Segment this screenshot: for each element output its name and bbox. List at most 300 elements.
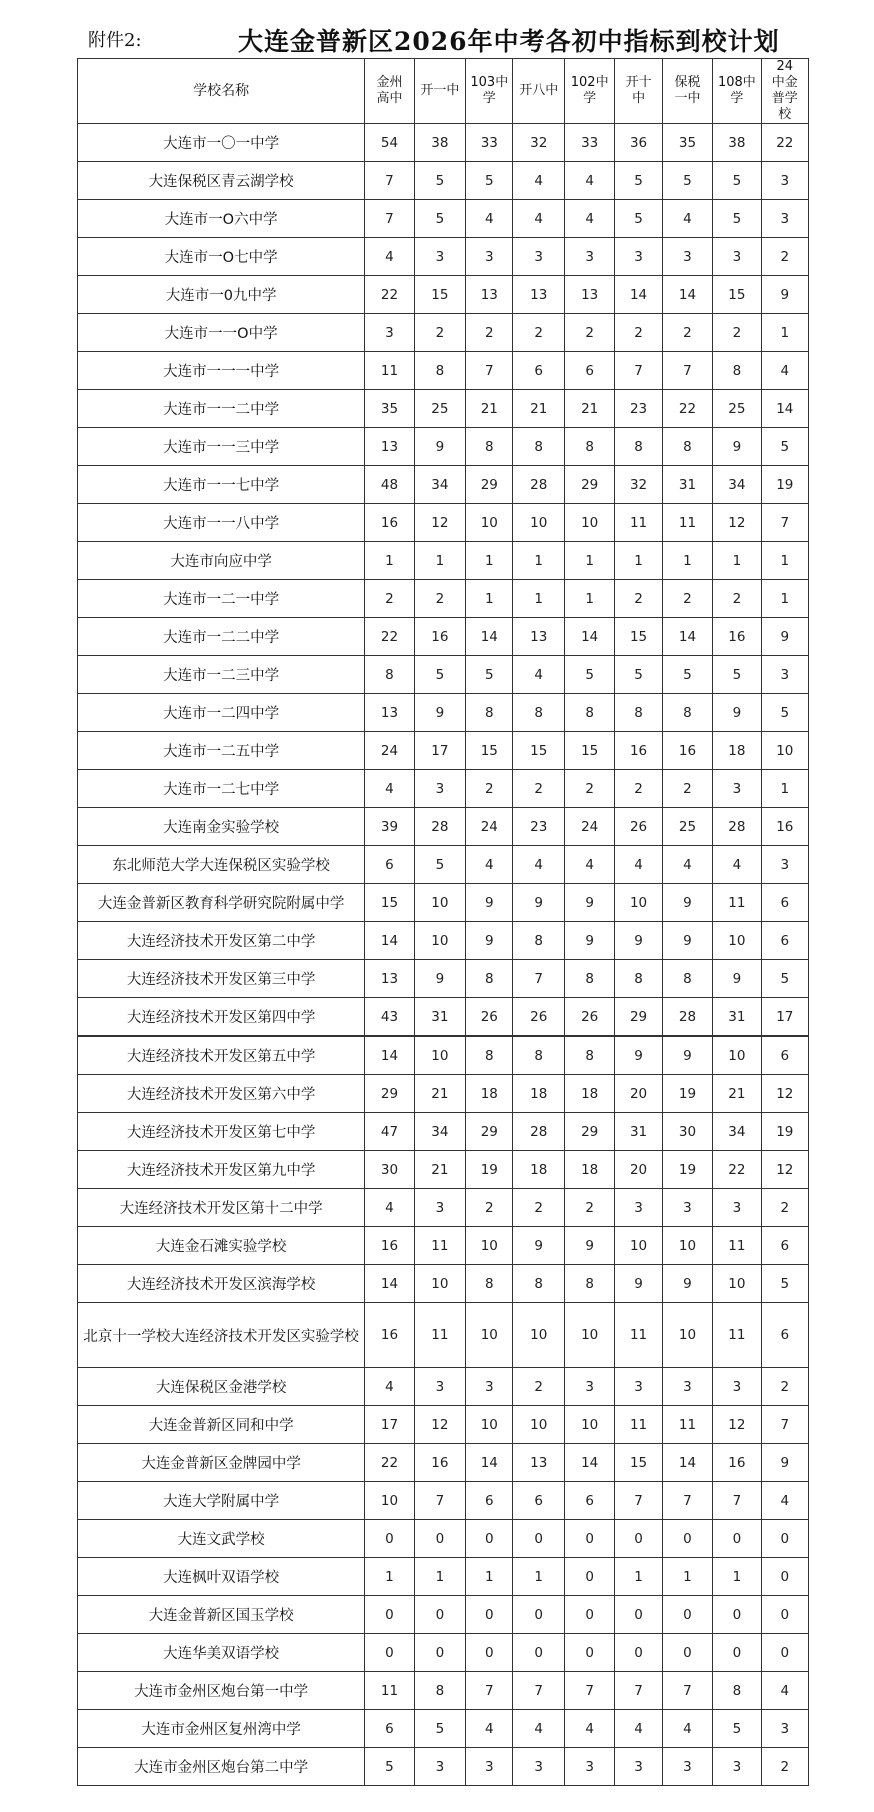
quota-cell: 18	[466, 1075, 513, 1113]
quota-cell: 1	[564, 580, 614, 618]
quota-cell: 12	[761, 1151, 808, 1189]
quota-cell: 20	[615, 1151, 662, 1189]
quota-cell: 2	[662, 314, 712, 352]
quota-cell: 14	[365, 1036, 414, 1075]
quota-cell: 2	[513, 314, 564, 352]
quota-cell: 3	[662, 238, 712, 276]
quota-cell: 14	[466, 618, 513, 656]
quota-cell: 7	[513, 1672, 564, 1710]
school-name-cell: 大连经济技术开发区第四中学	[78, 998, 365, 1037]
quota-cell: 0	[365, 1634, 414, 1672]
quota-cell: 10	[513, 504, 564, 542]
table-row	[78, 694, 809, 732]
school-name-cell: 大连经济技术开发区第十二中学	[78, 1189, 365, 1227]
school-name-cell: 大连经济技术开发区第二中学	[78, 922, 365, 960]
quota-cell: 4	[713, 846, 761, 884]
quota-cell: 0	[713, 1520, 761, 1558]
quota-cell: 34	[414, 466, 465, 504]
quota-cell: 3	[414, 1368, 465, 1406]
quota-cell: 6	[513, 1482, 564, 1520]
quota-cell: 4	[761, 352, 808, 390]
quota-cell: 3	[414, 1189, 465, 1227]
quota-cell: 0	[564, 1634, 614, 1672]
quota-cell: 3	[564, 238, 614, 276]
quota-cell: 8	[615, 960, 662, 998]
quota-cell: 7	[713, 1482, 761, 1520]
school-name-cell: 大连市一一二中学	[78, 390, 365, 428]
quota-cell: 10	[713, 1265, 761, 1303]
quota-cell: 3	[662, 1368, 712, 1406]
table-row	[78, 808, 809, 846]
quota-cell: 1	[662, 1558, 712, 1596]
quota-cell: 14	[662, 1444, 712, 1482]
school-name-cell: 大连经济技术开发区第九中学	[78, 1151, 365, 1189]
quota-cell: 1	[513, 580, 564, 618]
quota-cell: 10	[365, 1482, 414, 1520]
quota-cell: 5	[615, 656, 662, 694]
quota-cell: 33	[466, 124, 513, 162]
quota-cell: 8	[466, 1265, 513, 1303]
page-header	[88, 22, 808, 58]
quota-cell: 13	[513, 1444, 564, 1482]
quota-cell: 2	[466, 314, 513, 352]
school-name-cell: 大连大学附属中学	[78, 1482, 365, 1520]
quota-cell: 2	[513, 770, 564, 808]
school-name-cell: 大连经济技术开发区第六中学	[78, 1075, 365, 1113]
quota-cell: 13	[513, 618, 564, 656]
quota-cell: 3	[564, 1748, 614, 1786]
quota-cell: 11	[615, 504, 662, 542]
quota-cell: 15	[466, 732, 513, 770]
table-body	[78, 124, 809, 1786]
quota-cell: 9	[513, 884, 564, 922]
quota-cell: 18	[513, 1075, 564, 1113]
quota-cell: 0	[466, 1520, 513, 1558]
quota-cell: 31	[713, 998, 761, 1037]
quota-cell: 16	[761, 808, 808, 846]
school-name-cell: 大连市一O六中学	[78, 200, 365, 238]
quota-cell: 24	[365, 732, 414, 770]
quota-cell: 4	[513, 656, 564, 694]
quota-cell: 4	[466, 200, 513, 238]
quota-cell: 1	[466, 580, 513, 618]
quota-cell: 16	[414, 618, 465, 656]
school-name-cell: 大连市一O七中学	[78, 238, 365, 276]
quota-cell: 23	[513, 808, 564, 846]
quota-cell: 7	[466, 1672, 513, 1710]
table-row	[78, 1596, 809, 1634]
quota-cell: 16	[365, 1227, 414, 1265]
quota-cell: 1	[761, 542, 808, 580]
quota-cell: 1	[713, 542, 761, 580]
quota-cell: 13	[513, 276, 564, 314]
quota-cell: 1	[615, 1558, 662, 1596]
school-name-cell: 大连市一二一中学	[78, 580, 365, 618]
table-row	[78, 998, 809, 1037]
quota-cell: 6	[761, 1036, 808, 1075]
school-name-cell: 大连市一二五中学	[78, 732, 365, 770]
quota-cell: 8	[513, 428, 564, 466]
quota-cell: 28	[513, 1113, 564, 1151]
table-row	[78, 1634, 809, 1672]
quota-cell: 32	[615, 466, 662, 504]
quota-cell: 6	[365, 846, 414, 884]
quota-cell: 22	[713, 1151, 761, 1189]
quota-cell: 5	[414, 162, 465, 200]
quota-cell: 15	[615, 1444, 662, 1482]
quota-cell: 24	[564, 808, 614, 846]
quota-cell: 4	[513, 200, 564, 238]
quota-cell: 10	[466, 1406, 513, 1444]
quota-cell: 19	[761, 1113, 808, 1151]
quota-cell: 7	[615, 1482, 662, 1520]
column-header: 24中金普学校	[761, 59, 808, 124]
table-header-row	[78, 59, 809, 124]
table-row	[78, 1368, 809, 1406]
quota-cell: 16	[713, 1444, 761, 1482]
quota-cell: 16	[365, 1303, 414, 1368]
school-name-cell: 北京十一学校大连经济技术开发区实验学校	[78, 1303, 365, 1368]
quota-cell: 29	[466, 466, 513, 504]
school-name-cell: 大连市一一O中学	[78, 314, 365, 352]
quota-cell: 5	[414, 200, 465, 238]
quota-cell: 0	[564, 1596, 614, 1634]
quota-cell: 2	[615, 770, 662, 808]
quota-cell: 13	[365, 428, 414, 466]
quota-cell: 9	[662, 1265, 712, 1303]
quota-cell: 25	[713, 390, 761, 428]
quota-cell: 6	[761, 922, 808, 960]
quota-cell: 8	[466, 694, 513, 732]
quota-cell: 6	[564, 352, 614, 390]
quota-cell: 4	[564, 162, 614, 200]
quota-cell: 1	[414, 1558, 465, 1596]
quota-cell: 14	[466, 1444, 513, 1482]
quota-cell: 7	[761, 504, 808, 542]
quota-cell: 8	[564, 428, 614, 466]
attachment-label: 附件2:	[88, 30, 142, 51]
quota-cell: 28	[414, 808, 465, 846]
quota-cell: 7	[662, 1482, 712, 1520]
quota-cell: 13	[564, 276, 614, 314]
quota-cell: 16	[713, 618, 761, 656]
table-row	[78, 124, 809, 162]
table-row	[78, 200, 809, 238]
quota-cell: 26	[513, 998, 564, 1037]
quota-cell: 9	[414, 960, 465, 998]
quota-cell: 14	[365, 922, 414, 960]
quota-cell: 8	[564, 960, 614, 998]
quota-cell: 3	[365, 314, 414, 352]
quota-cell: 6	[513, 352, 564, 390]
quota-cell: 14	[564, 1444, 614, 1482]
quota-cell: 4	[662, 200, 712, 238]
quota-cell: 14	[365, 1265, 414, 1303]
quota-cell: 8	[662, 428, 712, 466]
quota-cell: 3	[713, 1368, 761, 1406]
quota-cell: 4	[466, 1710, 513, 1748]
quota-cell: 3	[615, 1368, 662, 1406]
quota-cell: 17	[365, 1406, 414, 1444]
quota-cell: 8	[414, 352, 465, 390]
quota-cell: 0	[365, 1596, 414, 1634]
quota-cell: 31	[615, 1113, 662, 1151]
column-header: 学校名称	[78, 59, 365, 124]
quota-cell: 3	[761, 656, 808, 694]
quota-cell: 8	[662, 960, 712, 998]
quota-cell: 29	[564, 466, 614, 504]
quota-cell: 6	[564, 1482, 614, 1520]
quota-cell: 0	[662, 1596, 712, 1634]
quota-cell: 1	[761, 580, 808, 618]
quota-cell: 1	[564, 542, 614, 580]
quota-cell: 2	[761, 1368, 808, 1406]
quota-cell: 10	[466, 1227, 513, 1265]
quota-cell: 3	[466, 1368, 513, 1406]
school-name-cell: 大连市一二七中学	[78, 770, 365, 808]
quota-cell: 2	[761, 1748, 808, 1786]
quota-cell: 1	[365, 1558, 414, 1596]
quota-cell: 12	[761, 1075, 808, 1113]
quota-cell: 10	[513, 1406, 564, 1444]
quota-cell: 3	[713, 1189, 761, 1227]
quota-cell: 14	[615, 276, 662, 314]
quota-cell: 39	[365, 808, 414, 846]
quota-cell: 38	[713, 124, 761, 162]
quota-cell: 15	[365, 884, 414, 922]
quota-cell: 1	[365, 542, 414, 580]
quota-cell: 2	[365, 580, 414, 618]
table-row	[78, 504, 809, 542]
quota-cell: 4	[564, 1710, 614, 1748]
quota-cell: 25	[414, 390, 465, 428]
school-name-cell: 大连市一〇一中学	[78, 124, 365, 162]
quota-cell: 3	[761, 846, 808, 884]
quota-cell: 54	[365, 124, 414, 162]
table-row	[78, 1482, 809, 1520]
column-header: 保税一中	[662, 59, 712, 124]
quota-cell: 0	[615, 1520, 662, 1558]
quota-cell: 8	[365, 656, 414, 694]
quota-cell: 12	[713, 504, 761, 542]
school-name-cell: 大连金普新区金牌园中学	[78, 1444, 365, 1482]
table-row	[78, 1672, 809, 1710]
quota-cell: 2	[564, 314, 614, 352]
quota-cell: 3	[615, 1748, 662, 1786]
quota-cell: 14	[761, 390, 808, 428]
quota-cell: 29	[615, 998, 662, 1037]
quota-cell: 7	[662, 1672, 712, 1710]
quota-cell: 4	[365, 1189, 414, 1227]
quota-cell: 2	[713, 314, 761, 352]
quota-cell: 1	[761, 314, 808, 352]
quota-cell: 2	[414, 580, 465, 618]
quota-cell: 6	[365, 1710, 414, 1748]
quota-cell: 8	[564, 694, 614, 732]
school-name-cell: 大连枫叶双语学校	[78, 1558, 365, 1596]
quota-cell: 6	[466, 1482, 513, 1520]
quota-cell: 10	[761, 732, 808, 770]
school-name-cell: 大连市金州区炮台第二中学	[78, 1748, 365, 1786]
quota-cell: 10	[414, 1036, 465, 1075]
quota-cell: 1	[466, 542, 513, 580]
quota-cell: 14	[564, 618, 614, 656]
quota-cell: 15	[615, 618, 662, 656]
quota-cell: 3	[414, 238, 465, 276]
table-row	[78, 1151, 809, 1189]
column-header: 开八中	[513, 59, 564, 124]
quota-cell: 10	[466, 504, 513, 542]
quota-cell: 5	[713, 1710, 761, 1748]
quota-cell: 5	[761, 694, 808, 732]
quota-cell: 11	[615, 1406, 662, 1444]
table-row	[78, 1406, 809, 1444]
table-row	[78, 1520, 809, 1558]
quota-cell: 8	[662, 694, 712, 732]
quota-cell: 1	[466, 1558, 513, 1596]
quota-cell: 5	[761, 960, 808, 998]
quota-cell: 5	[713, 200, 761, 238]
quota-cell: 2	[761, 1189, 808, 1227]
quota-cell: 8	[414, 1672, 465, 1710]
quota-cell: 5	[466, 162, 513, 200]
table-row	[78, 1748, 809, 1786]
table-row	[78, 276, 809, 314]
quota-cell: 7	[615, 1672, 662, 1710]
quota-cell: 7	[615, 352, 662, 390]
table-row	[78, 314, 809, 352]
quota-cell: 32	[513, 124, 564, 162]
quota-cell: 8	[513, 694, 564, 732]
quota-cell: 2	[615, 314, 662, 352]
quota-cell: 22	[365, 1444, 414, 1482]
quota-cell: 0	[615, 1634, 662, 1672]
quota-cell: 9	[662, 1036, 712, 1075]
quota-cell: 21	[513, 390, 564, 428]
quota-cell: 3	[713, 770, 761, 808]
quota-cell: 19	[466, 1151, 513, 1189]
quota-cell: 8	[564, 1036, 614, 1075]
quota-cell: 5	[761, 1265, 808, 1303]
quota-cell: 0	[414, 1634, 465, 1672]
quota-cell: 36	[615, 124, 662, 162]
quota-cell: 11	[414, 1303, 465, 1368]
quota-cell: 16	[615, 732, 662, 770]
quota-cell: 4	[662, 846, 712, 884]
quota-cell: 22	[761, 124, 808, 162]
quota-cell: 4	[564, 846, 614, 884]
quota-cell: 31	[414, 998, 465, 1037]
quota-cell: 9	[761, 1444, 808, 1482]
quota-cell: 9	[713, 960, 761, 998]
quota-cell: 4	[513, 1710, 564, 1748]
quota-cell: 3	[466, 238, 513, 276]
table-row	[78, 732, 809, 770]
quota-cell: 10	[414, 1265, 465, 1303]
quota-cell: 1	[761, 770, 808, 808]
quota-cell: 29	[564, 1113, 614, 1151]
quota-cell: 9	[466, 884, 513, 922]
quota-cell: 4	[615, 846, 662, 884]
quota-cell: 4	[365, 1368, 414, 1406]
school-name-cell: 大连金普新区同和中学	[78, 1406, 365, 1444]
quota-cell: 16	[365, 504, 414, 542]
quota-cell: 1	[615, 542, 662, 580]
quota-cell: 11	[713, 884, 761, 922]
school-name-cell: 大连南金实验学校	[78, 808, 365, 846]
table-row	[78, 1075, 809, 1113]
table-row	[78, 1036, 809, 1075]
quota-cell: 7	[564, 1672, 614, 1710]
quota-cell: 12	[414, 504, 465, 542]
table-row	[78, 428, 809, 466]
quota-cell: 2	[466, 770, 513, 808]
table-row	[78, 960, 809, 998]
quota-cell: 8	[615, 428, 662, 466]
column-header: 102中学	[564, 59, 614, 124]
quota-cell: 10	[662, 1227, 712, 1265]
column-header: 金州高中	[365, 59, 414, 124]
table-row	[78, 770, 809, 808]
quota-cell: 4	[662, 1710, 712, 1748]
quota-cell: 2	[662, 770, 712, 808]
school-name-cell: 大连金普新区国玉学校	[78, 1596, 365, 1634]
quota-cell: 1	[662, 542, 712, 580]
column-header: 108中学	[713, 59, 761, 124]
column-header: 103中学	[466, 59, 513, 124]
school-name-cell: 大连市一二三中学	[78, 656, 365, 694]
quota-cell: 19	[662, 1151, 712, 1189]
quota-cell: 18	[564, 1075, 614, 1113]
school-name-cell: 大连市一一三中学	[78, 428, 365, 466]
quota-cell: 3	[414, 770, 465, 808]
quota-cell: 0	[662, 1520, 712, 1558]
quota-cell: 9	[414, 694, 465, 732]
quota-cell: 5	[713, 162, 761, 200]
quota-cell: 8	[713, 1672, 761, 1710]
quota-cell: 12	[414, 1406, 465, 1444]
table-row	[78, 390, 809, 428]
quota-cell: 4	[513, 162, 564, 200]
quota-cell: 4	[513, 846, 564, 884]
school-name-cell: 大连保税区青云湖学校	[78, 162, 365, 200]
quota-cell: 12	[713, 1406, 761, 1444]
quota-cell: 2	[414, 314, 465, 352]
quota-cell: 28	[662, 998, 712, 1037]
quota-cell: 9	[713, 694, 761, 732]
quota-cell: 0	[713, 1634, 761, 1672]
table-row	[78, 580, 809, 618]
quota-cell: 25	[662, 808, 712, 846]
table-row	[78, 922, 809, 960]
quota-cell: 0	[761, 1596, 808, 1634]
quota-cell: 0	[761, 1558, 808, 1596]
quota-cell: 19	[662, 1075, 712, 1113]
quota-cell: 4	[761, 1672, 808, 1710]
quota-cell: 15	[713, 276, 761, 314]
school-name-cell: 大连经济技术开发区第五中学	[78, 1036, 365, 1075]
quota-cell: 8	[513, 1036, 564, 1075]
quota-cell: 14	[662, 618, 712, 656]
quota-cell: 17	[761, 998, 808, 1037]
quota-cell: 2	[615, 580, 662, 618]
quota-cell: 4	[365, 770, 414, 808]
table-row	[78, 1303, 809, 1368]
quota-cell: 8	[513, 1265, 564, 1303]
quota-cell: 7	[365, 200, 414, 238]
quota-cell: 23	[615, 390, 662, 428]
quota-cell: 2	[564, 770, 614, 808]
